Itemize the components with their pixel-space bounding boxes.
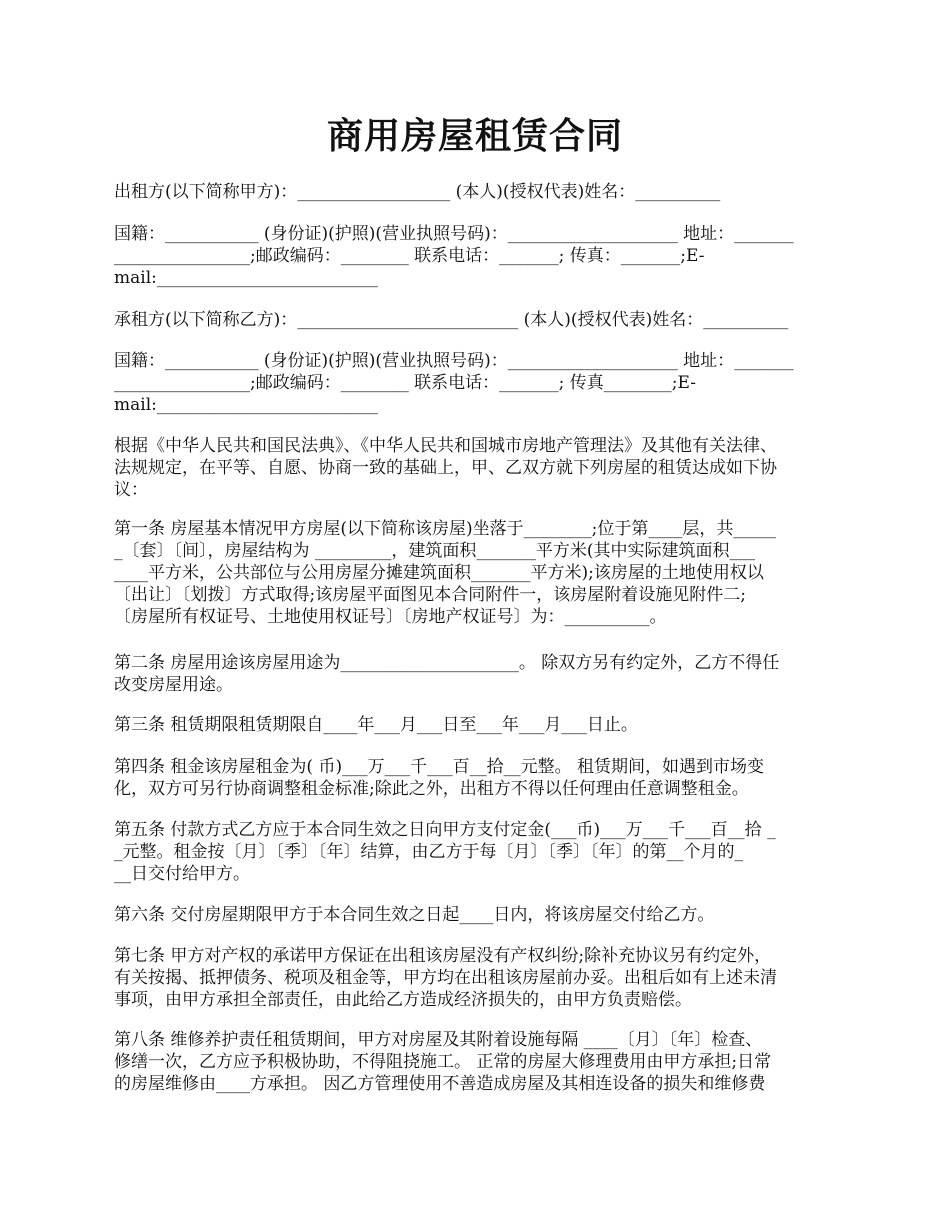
text-line: 〔出让〕〔划拨〕方式取得;该房屋平面图见本合同附件一，该房屋附着设施见附件二;	[114, 585, 746, 605]
text-line: 出租方(以下简称甲方)：__________________ (本人)(授权代表)姓名：__________	[114, 182, 721, 202]
text-line: ____平方米，公共部位与公用房屋分摊建筑面积_______平方米);该房屋的土地使用权以	[114, 563, 764, 583]
text-line: 第四条 租金该房屋租金为( 币)___万___千___百__拾__元整。 租赁期间，如遇到市场变	[114, 757, 764, 777]
text-line: _元整。租金按〔月〕〔季〕〔年〕结算，由乙方于每〔月〕〔季〕〔年〕的第__个月的_	[114, 842, 743, 862]
text-line: 有关按揭、抵押债务、税项及租金等，甲方均在出租该房屋前办妥。出租后如有上述未清	[114, 968, 777, 988]
text-line: 改变房屋用途。	[114, 675, 233, 695]
lessor-details-paragraph	[114, 223, 852, 289]
article-1-paragraph	[114, 518, 852, 628]
text-line: ________________;邮政编码：________ 联系电话：_______; 传真：_______;E-	[114, 246, 705, 266]
text-line: 第六条 交付房屋期限甲方于本合同生效之日起____日内，将该房屋交付给乙方。	[114, 905, 715, 925]
article-6-paragraph	[114, 904, 852, 926]
text-line: 国籍：___________ (身份证)(护照)(营业执照号码)：____________________ 地址：_______	[114, 224, 794, 244]
text-line: __日交付给甲方。	[114, 864, 250, 884]
lessee-details-paragraph	[114, 350, 852, 416]
article-4-paragraph	[114, 756, 852, 800]
text-line: 第二条 房屋用途该房屋用途为_____________________。 除双方另有约定外，乙方不得任	[114, 653, 780, 673]
text-line: mail:__________________________	[114, 268, 378, 288]
text-line: 化，双方可另行协商调整租金标准;除此之外，出租方不得以任何理由任意调整租金。	[114, 779, 749, 799]
text-line: 第八条 维修养护责任租赁期间，甲方对房屋及其附着设施每隔 ____〔月〕〔年〕检查、	[114, 1030, 763, 1050]
text-line: 第五条 付款方式乙方应于本合同生效之日向甲方支付定金(___币)___万___千___百__拾 _	[114, 820, 776, 840]
article-2-paragraph	[114, 652, 852, 696]
text-line: 承租方(以下简称乙方)：__________________________ (本人)(授权代表)姓名：__________	[114, 310, 789, 330]
article-8-paragraph	[114, 1029, 852, 1095]
text-line: 第七条 甲方对产权的承诺甲方保证在出租该房屋没有产权纠纷;除补充协议另有约定外，	[114, 946, 772, 966]
text-line: 事项，由甲方承担全部责任，由此给乙方造成经济损失的，由甲方负责赔偿。	[114, 990, 692, 1010]
text-line: 修缮一次，乙方应予积极协助，不得阻挠施工。 正常的房屋大修理费用由甲方承担;日常	[114, 1052, 772, 1072]
text-line: 议：	[114, 480, 148, 500]
article-5-paragraph	[114, 819, 852, 885]
article-7-paragraph	[114, 945, 852, 1011]
article-3-paragraph	[114, 714, 852, 736]
text-line: 第一条 房屋基本情况甲方房屋(以下简称该房屋)坐落于________;位于第____层，共_____	[114, 519, 776, 539]
text-line: ________________;邮政编码：________ 联系电话：_______; 传真________;E-	[114, 373, 696, 393]
text-line: mail:__________________________	[114, 395, 378, 415]
document-title: 商用房屋租赁合同	[326, 115, 623, 157]
text-line: 的房屋维修由____方承担。 因乙方管理使用不善造成房屋及其相连设备的损失和维修费	[114, 1074, 766, 1094]
text-line: 法规规定，在平等、自愿、协商一致的基础上，甲、乙双方就下列房屋的租赁达成如下协	[114, 458, 777, 478]
preamble-paragraph	[114, 435, 852, 501]
lessee-name-paragraph	[114, 309, 852, 331]
text-line: 〔房屋所有权证号、土地使用权证号〕〔房地产权证号〕为：__________。	[114, 607, 667, 627]
text-line: _〔套〕〔间〕，房屋结构为 _________，建筑面积_______平方米(其中实际建筑面积___	[114, 541, 756, 561]
text-line: 根据《中华人民共和国民法典》、《中华人民共和国城市房地产管理法》及其他有关法律、	[114, 436, 777, 456]
lessor-name-paragraph	[114, 181, 852, 203]
text-line: 国籍：___________ (身份证)(护照)(营业执照号码)：____________________ 地址：_______	[114, 351, 794, 371]
text-line: 第三条 租赁期限租赁期限自____年___月___日至___年___月___日止。	[114, 715, 638, 735]
